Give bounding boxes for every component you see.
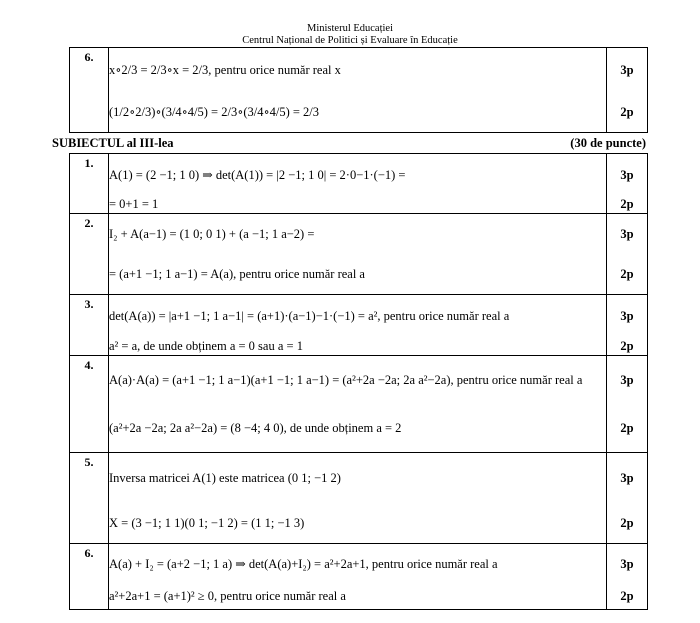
- section-title: SUBIECTUL al III-lea: [52, 136, 174, 150]
- points-value: 3p: [620, 308, 634, 323]
- item-row: [70, 154, 648, 214]
- solution-line: A(a) + I₂ = (a+2 −1; 1 a) ⇒ det(A(a)+I₂) = a²+2a+1, pentru orice număr real a: [109, 557, 498, 571]
- solution-line: a²+2a+1 = (a+1)² ≥ 0, pentru orice număr real a: [109, 589, 346, 603]
- points-cell: [607, 48, 648, 133]
- solution-line: (a²+2a −2a; 2a a²−2a) = (8 −4; 4 0), de unde obținem a = 2: [109, 420, 402, 435]
- solution-line: x∘2/3 = 2/3∘x = 2/3, pentru orice număr real x: [109, 63, 341, 77]
- item-row: [70, 295, 648, 356]
- item-number: 6.: [70, 544, 109, 610]
- solution-cell: [109, 356, 607, 453]
- points-value: 3p: [620, 556, 634, 571]
- points-cell: [607, 544, 648, 610]
- points-value: 2p: [620, 338, 634, 353]
- item-number: 1.: [70, 154, 109, 214]
- points-cell: [607, 295, 648, 356]
- points-cell: [607, 356, 648, 453]
- solution-cell: [109, 453, 607, 544]
- item-row: [70, 356, 648, 453]
- solution-line: = (a+1 −1; 1 a−1) = A(a), pentru orice număr real a: [109, 266, 365, 281]
- points-value: 3p: [620, 226, 634, 241]
- solution-cell: [109, 544, 607, 610]
- item-number: 6.: [70, 48, 109, 133]
- solution-line: I₂ + A(a−1) = (1 0; 0 1) + (a −1; 1 a−2) =: [109, 226, 315, 241]
- header-center: Centrul Național de Politici și Evaluare în Educație: [242, 35, 458, 46]
- solution-cell: [109, 48, 607, 133]
- solution-line: A(1) = (2 −1; 1 0) ⇒ det(A(1)) = |2 −1; 1 0| = 2·0−1·(−1) =: [109, 168, 406, 182]
- solution-line: det(A(a)) = |a+1 −1; 1 a−1| = (a+1)·(a−1)−1·(−1) = a², pentru orice număr real a: [109, 308, 510, 323]
- points-value: 3p: [620, 62, 634, 77]
- solution-line: = 0+1 = 1: [109, 197, 159, 211]
- solution-line: a² = a, de unde obținem a = 0 sau a = 1: [109, 338, 303, 353]
- points-value: 2p: [620, 589, 634, 603]
- points-value: 2p: [620, 420, 634, 435]
- item-row: [70, 544, 648, 610]
- points-value: 2p: [620, 197, 634, 211]
- points-cell: [607, 154, 648, 214]
- solution-cell: [109, 214, 607, 295]
- solution-line: A(a)·A(a) = (a+1 −1; 1 a−1)(a+1 −1; 1 a−1) = (a²+2a −2a; 2a a²−2a), pentru orice număr real a: [109, 372, 583, 387]
- points-value: 3p: [620, 372, 634, 387]
- item-number: 2.: [70, 214, 109, 295]
- item-row: [70, 453, 648, 544]
- item-number: 4.: [70, 356, 109, 453]
- points-value: 2p: [620, 266, 634, 281]
- solution-line: Inversa matricei A(1) este matricea (0 1; −1 2): [109, 470, 341, 485]
- solution-cell: [109, 295, 607, 356]
- item-number: 5.: [70, 453, 109, 544]
- solution-cell: [109, 154, 607, 214]
- solutions-table: [69, 153, 648, 610]
- previous-section-table: [69, 47, 648, 133]
- points-cell: [607, 214, 648, 295]
- section-heading: [52, 136, 646, 151]
- item-row: [70, 214, 648, 295]
- item-number: 3.: [70, 295, 109, 356]
- points-value: 2p: [620, 515, 634, 530]
- solution-line: (1/2∘2/3)∘(3/4∘4/5) = 2/3∘(3/4∘4/5) = 2/3: [109, 105, 319, 119]
- points-cell: [607, 453, 648, 544]
- solution-line: X = (3 −1; 1 1)(0 1; −1 2) = (1 1; −1 3): [109, 515, 305, 530]
- header-ministry: Ministerul Educației: [306, 23, 394, 34]
- points-value: 3p: [620, 470, 634, 485]
- points-value: 2p: [620, 104, 634, 119]
- section-points: (30 de puncte): [570, 136, 646, 150]
- points-value: 3p: [620, 167, 634, 182]
